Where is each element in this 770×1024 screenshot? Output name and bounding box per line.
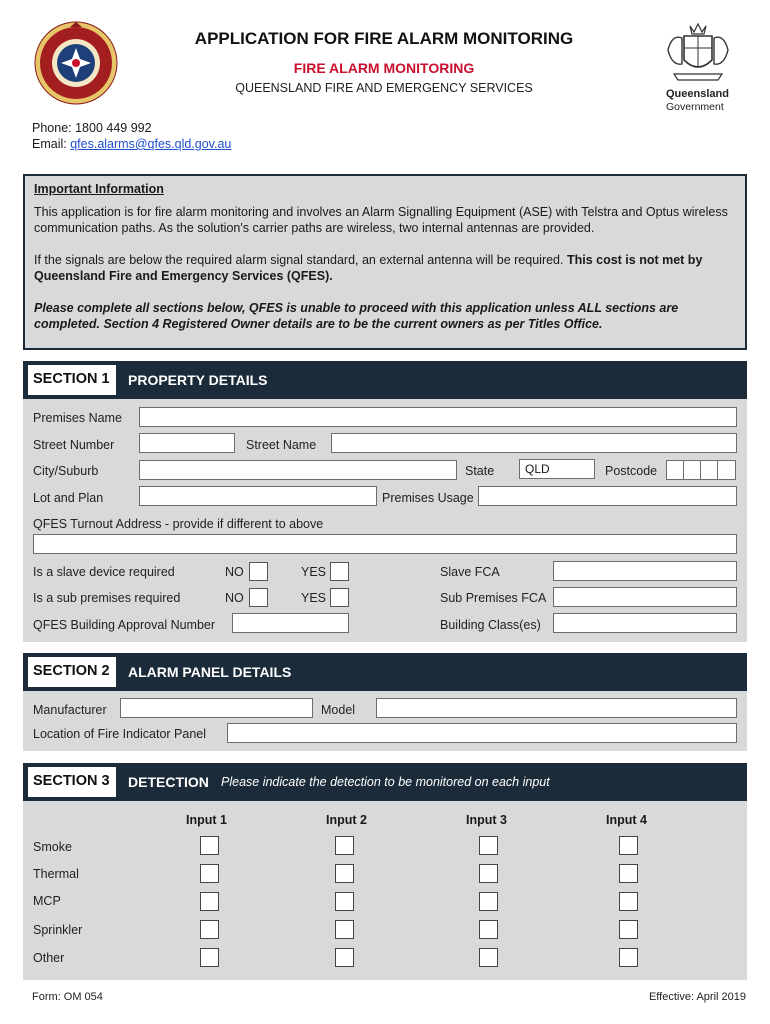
street-number-label: Street Number [33,438,115,452]
qfes-seal [34,21,118,105]
premises-name-input[interactable] [139,407,737,427]
agency-name: QUEENSLAND FIRE AND EMERGENCY SERVICES [235,81,533,95]
section-3-note: Please indicate the detection to be monitored on each input [221,775,550,789]
phone-label: Phone: [32,121,72,135]
email-link[interactable]: qfes.alarms@qfes.qld.gov.au [70,137,232,151]
section-1-title: PROPERTY DETAILS [128,372,268,388]
info-para-2 [34,252,735,284]
postcode-digit-4[interactable] [717,460,736,480]
premises-usage-label: Premises Usage [382,491,474,505]
sprinkler-input-1-checkbox[interactable] [200,920,219,939]
info-para-1: This application is for fire alarm monitoring and involves an Alarm Signalling Equipment (ASE) with Telstra and Optus wireless communication paths. As the solution's carrier paths are wireless, two internal antennas are provided. [34,205,728,235]
gov-logo-line1: Queensland [666,88,729,100]
info-para-2-bold: This cost is not met by Queensland Fire and Emergency Services (QFES). [34,253,703,283]
postcode-digit-2[interactable] [683,460,701,480]
form-title: APPLICATION FOR FIRE ALARM MONITORING [194,29,574,48]
slave-device-label: Is a slave device required [33,565,175,579]
manufacturer-input[interactable] [120,698,313,718]
info-heading: Important Information [34,182,164,196]
state-label: State [465,464,495,478]
slave-device-yes-checkbox[interactable] [330,562,349,581]
info-para-2-normal: If the signals are below the required alarm signal standard, an external antenna will be required. [34,253,567,267]
turnout-address-input[interactable] [33,534,737,554]
sprinkler-input-3-checkbox[interactable] [479,920,498,939]
mcp-input-1-checkbox[interactable] [200,892,219,911]
section-1-tag: SECTION 1 [28,365,116,395]
sub-premises-fca-label: Sub Premises FCA [440,591,547,605]
turnout-address-label: QFES Turnout Address - provide if different to above [33,517,324,531]
input-4-header: Input 4 [606,813,647,827]
smoke-input-1-checkbox[interactable] [200,836,219,855]
info-para-3: Please complete all sections below, QFES is unable to proceed with this application unless ALL sections are completed. Section 4 Registered Owner details are to be the current owners as per Titles Office. [34,301,679,331]
postcode-digit-1[interactable] [666,460,684,480]
sub-premises-no-label: NO [225,591,244,605]
row-mcp-label: MCP [33,894,61,908]
slave-device-yes-label: YES [301,565,327,579]
mcp-input-2-checkbox[interactable] [335,892,354,911]
section-2-title: ALARM PANEL DETAILS [128,664,292,680]
slave-device-no-checkbox[interactable] [249,562,268,581]
mcp-input-3-checkbox[interactable] [479,892,498,911]
row-sprinkler-label: Sprinkler [33,923,83,937]
model-input[interactable] [376,698,737,718]
sub-premises-no-checkbox[interactable] [249,588,268,607]
smoke-input-3-checkbox[interactable] [479,836,498,855]
city-suburb-input[interactable] [139,460,457,480]
state-value: QLD [525,462,550,476]
row-other-label: Other [33,951,65,965]
building-approval-label: QFES Building Approval Number [33,618,216,632]
queensland-government-logo [660,20,736,114]
postcode-digit-3[interactable] [700,460,718,480]
model-label: Model [321,703,356,717]
row-thermal-label: Thermal [33,867,79,881]
other-input-1-checkbox[interactable] [200,948,219,967]
mcp-input-4-checkbox[interactable] [619,892,638,911]
other-input-3-checkbox[interactable] [479,948,498,967]
sub-premises-fca-input[interactable] [553,587,737,607]
street-number-input[interactable] [139,433,235,453]
slave-fca-input[interactable] [553,561,737,581]
phone-line [32,121,152,135]
section-1-header [23,361,747,399]
input-1-header: Input 1 [186,813,227,827]
sub-premises-yes-label: YES [301,591,327,605]
email-line [32,137,231,151]
section-3-header [23,763,747,801]
sub-premises-yes-checkbox[interactable] [330,588,349,607]
form-subtitle: FIRE ALARM MONITORING [293,60,475,76]
phone-number: 1800 449 992 [75,121,152,135]
state-input[interactable] [519,459,595,479]
row-smoke-label: Smoke [33,840,72,854]
thermal-input-3-checkbox[interactable] [479,864,498,883]
thermal-input-1-checkbox[interactable] [200,864,219,883]
effective-date: Effective: April 2019 [648,991,746,1003]
input-2-header: Input 2 [326,813,367,827]
slave-fca-label: Slave FCA [440,565,500,579]
smoke-input-4-checkbox[interactable] [619,836,638,855]
premises-name-label: Premises Name [33,411,122,425]
email-label: Email: [32,137,67,151]
section-2-tag: SECTION 2 [28,657,116,687]
building-approval-input[interactable] [232,613,349,633]
sub-premises-label: Is a sub premises required [33,591,181,605]
city-suburb-label: City/Suburb [33,464,99,478]
sprinkler-input-4-checkbox[interactable] [619,920,638,939]
gov-logo-line2: Government [666,101,724,113]
street-name-label: Street Name [246,438,317,452]
fip-location-label: Location of Fire Indicator Panel [33,727,207,741]
building-class-label: Building Class(es) [440,618,541,632]
slave-device-no-label: NO [225,565,244,579]
section-3-panel [23,763,747,980]
section-2-header [23,653,747,691]
postcode-label: Postcode [605,464,658,478]
section-3-tag: SECTION 3 [28,767,116,797]
sprinkler-input-2-checkbox[interactable] [335,920,354,939]
section-3-title: DETECTION [128,774,209,790]
other-input-2-checkbox[interactable] [335,948,354,967]
smoke-input-2-checkbox[interactable] [335,836,354,855]
premises-usage-input[interactable] [478,486,737,506]
lot-plan-label: Lot and Plan [33,491,104,505]
manufacturer-label: Manufacturer [33,703,107,717]
form-number: Form: OM 054 [32,991,103,1003]
thermal-input-4-checkbox[interactable] [619,864,638,883]
coat-of-arms-icon [660,20,736,86]
important-info-box [23,174,747,350]
thermal-input-2-checkbox[interactable] [335,864,354,883]
fip-location-input[interactable] [227,723,737,743]
street-name-input[interactable] [331,433,737,453]
input-3-header: Input 3 [466,813,507,827]
building-class-input[interactable] [553,613,737,633]
other-input-4-checkbox[interactable] [619,948,638,967]
lot-plan-input[interactable] [139,486,377,506]
